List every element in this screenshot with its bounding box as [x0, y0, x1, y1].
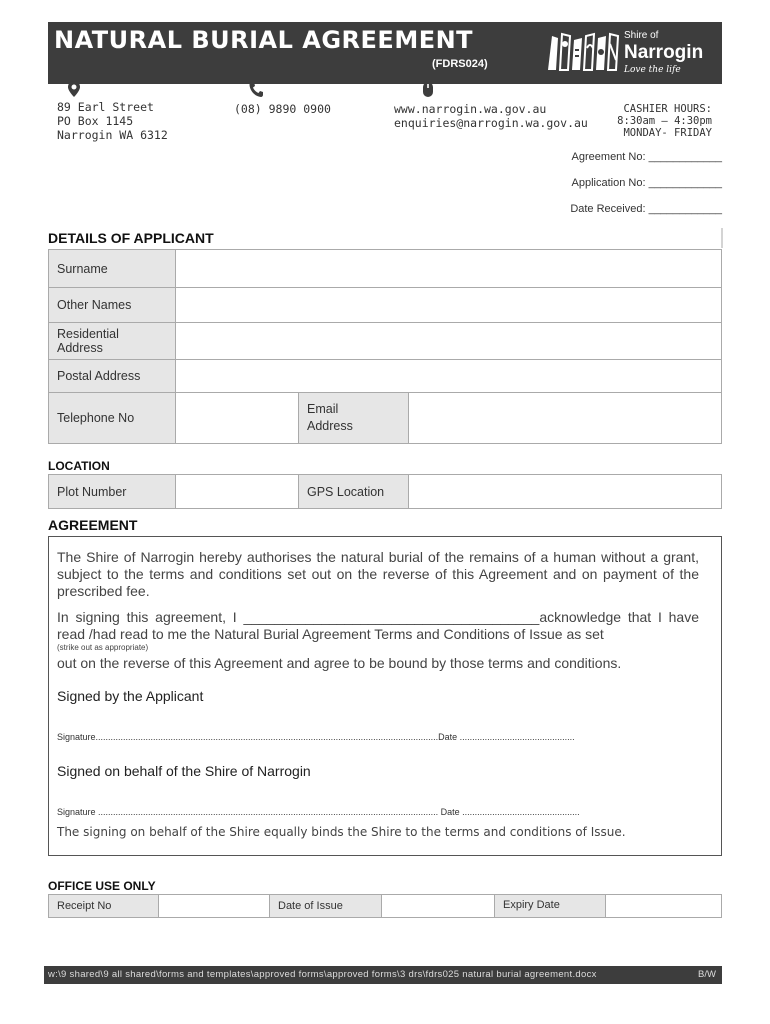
date-received-field[interactable]: Date Received: ____________: [570, 203, 722, 215]
shire-binding-note: The signing on behalf of the Shire equally binds the Shire to the terms and conditions of Issue.: [57, 825, 626, 839]
agreement-section-title: AGREEMENT: [48, 517, 138, 533]
other-names-label: Other Names: [49, 288, 176, 323]
receipt-number-label: Receipt No: [49, 895, 159, 918]
logo-tagline: Love the life: [624, 65, 681, 75]
contact-phone: (08) 9890 0900: [234, 102, 331, 116]
agreement-number-field[interactable]: Agreement No: ____________: [571, 151, 722, 163]
section-divider: [721, 228, 723, 248]
hours-line: MONDAY- FRIDAY: [623, 127, 712, 139]
telephone-input[interactable]: [176, 393, 299, 444]
applicant-table: [48, 249, 722, 444]
strike-out-note: (strike out as appropriate): [57, 643, 149, 652]
location-table: [48, 474, 722, 509]
agreement-paragraph-2: In signing this agreement, I ______________________________________acknowledge that I have read /had read to me the Natural Burial Agreement Terms and Conditions of Issue as set: [57, 609, 699, 642]
date-of-issue-input[interactable]: [382, 895, 495, 918]
office-use-table: [48, 894, 722, 918]
surname-label: Surname: [49, 250, 176, 288]
residential-address-label: [49, 323, 176, 360]
logo-artwork-icon: [544, 30, 620, 74]
shire-logo: [544, 28, 714, 78]
address-line: 89 Earl Street: [57, 100, 154, 114]
residential-label-line: Address: [57, 341, 103, 355]
agreement-paragraph-3: out on the reverse of this Agreement and agree to be bound by those terms and conditions.: [57, 655, 622, 671]
gps-location-label: GPS Location: [299, 475, 409, 509]
document-title: NATURAL BURIAL AGREEMENT: [54, 26, 474, 54]
file-path: w:\9 shared\9 all shared\forms and templates\approved forms\approved forms\3 drs\fdrs025 natural burial agreement.docx: [48, 969, 597, 980]
print-mode: B/W: [698, 969, 716, 980]
shire-signature-line[interactable]: Signature ........................................................................................................................................ Date ...............................................: [57, 807, 580, 817]
location-section-title: LOCATION: [48, 459, 110, 473]
other-names-input[interactable]: [176, 288, 722, 323]
phone-icon: [248, 80, 264, 98]
office-use-title: OFFICE USE ONLY: [48, 879, 156, 893]
postal-address-input[interactable]: [176, 360, 722, 393]
applicant-signature-line[interactable]: Signature.........................................................................................................................................Date ..............................................: [57, 732, 575, 742]
logo-shire-of: Shire of: [624, 30, 659, 41]
form-code: (FDRS024): [432, 58, 488, 70]
email-label-line: Email: [307, 402, 339, 416]
application-number-field[interactable]: Application No: ____________: [571, 177, 722, 189]
agreement-paragraph-1: The Shire of Narrogin hereby authorises the natural burial of the remains of a human without a grant, subject to the terms and conditions set out on the reverse of this Agreement and on payment of the prescribed fee.: [57, 549, 699, 599]
receipt-number-input[interactable]: [159, 895, 270, 918]
postal-address-label: Postal Address: [49, 360, 176, 393]
telephone-label: Telephone No: [49, 393, 176, 444]
applicant-section-title: DETAILS OF APPLICANT: [48, 230, 214, 246]
footer-bar: [44, 966, 722, 984]
expiry-date-input[interactable]: [606, 895, 722, 918]
website-link[interactable]: www.narrogin.wa.gov.au: [394, 102, 547, 116]
email-input[interactable]: [409, 393, 722, 444]
hours-line: 8:30am – 4:30pm: [617, 115, 712, 127]
address-line: PO Box 1145: [57, 114, 134, 128]
residential-label-line: Residential: [57, 327, 119, 341]
agreement-box: [48, 536, 722, 856]
plot-number-label: Plot Number: [49, 475, 176, 509]
expiry-date-label: Expiry Date: [495, 895, 606, 918]
logo-name: Narrogin: [624, 42, 704, 63]
cashier-hours: [617, 103, 712, 139]
email-label-line: Address: [307, 419, 353, 433]
mouse-icon: [420, 80, 436, 98]
signed-shire-heading: Signed on behalf of the Shire of Narrogin: [57, 763, 311, 779]
date-of-issue-label: Date of Issue: [270, 895, 382, 918]
contact-web: [394, 102, 588, 130]
location-pin-icon: [66, 80, 82, 98]
signed-applicant-heading: Signed by the Applicant: [57, 688, 204, 704]
email-label: [299, 393, 409, 444]
plot-number-input[interactable]: [176, 475, 299, 509]
hours-line: CASHIER HOURS:: [623, 103, 712, 115]
email-link[interactable]: enquiries@narrogin.wa.gov.au: [394, 116, 588, 130]
contact-address: [57, 100, 168, 142]
address-line: Narrogin WA 6312: [57, 128, 168, 142]
surname-input[interactable]: [176, 250, 722, 288]
header-banner: [48, 22, 722, 84]
residential-address-input[interactable]: [176, 323, 722, 360]
gps-location-input[interactable]: [409, 475, 722, 509]
